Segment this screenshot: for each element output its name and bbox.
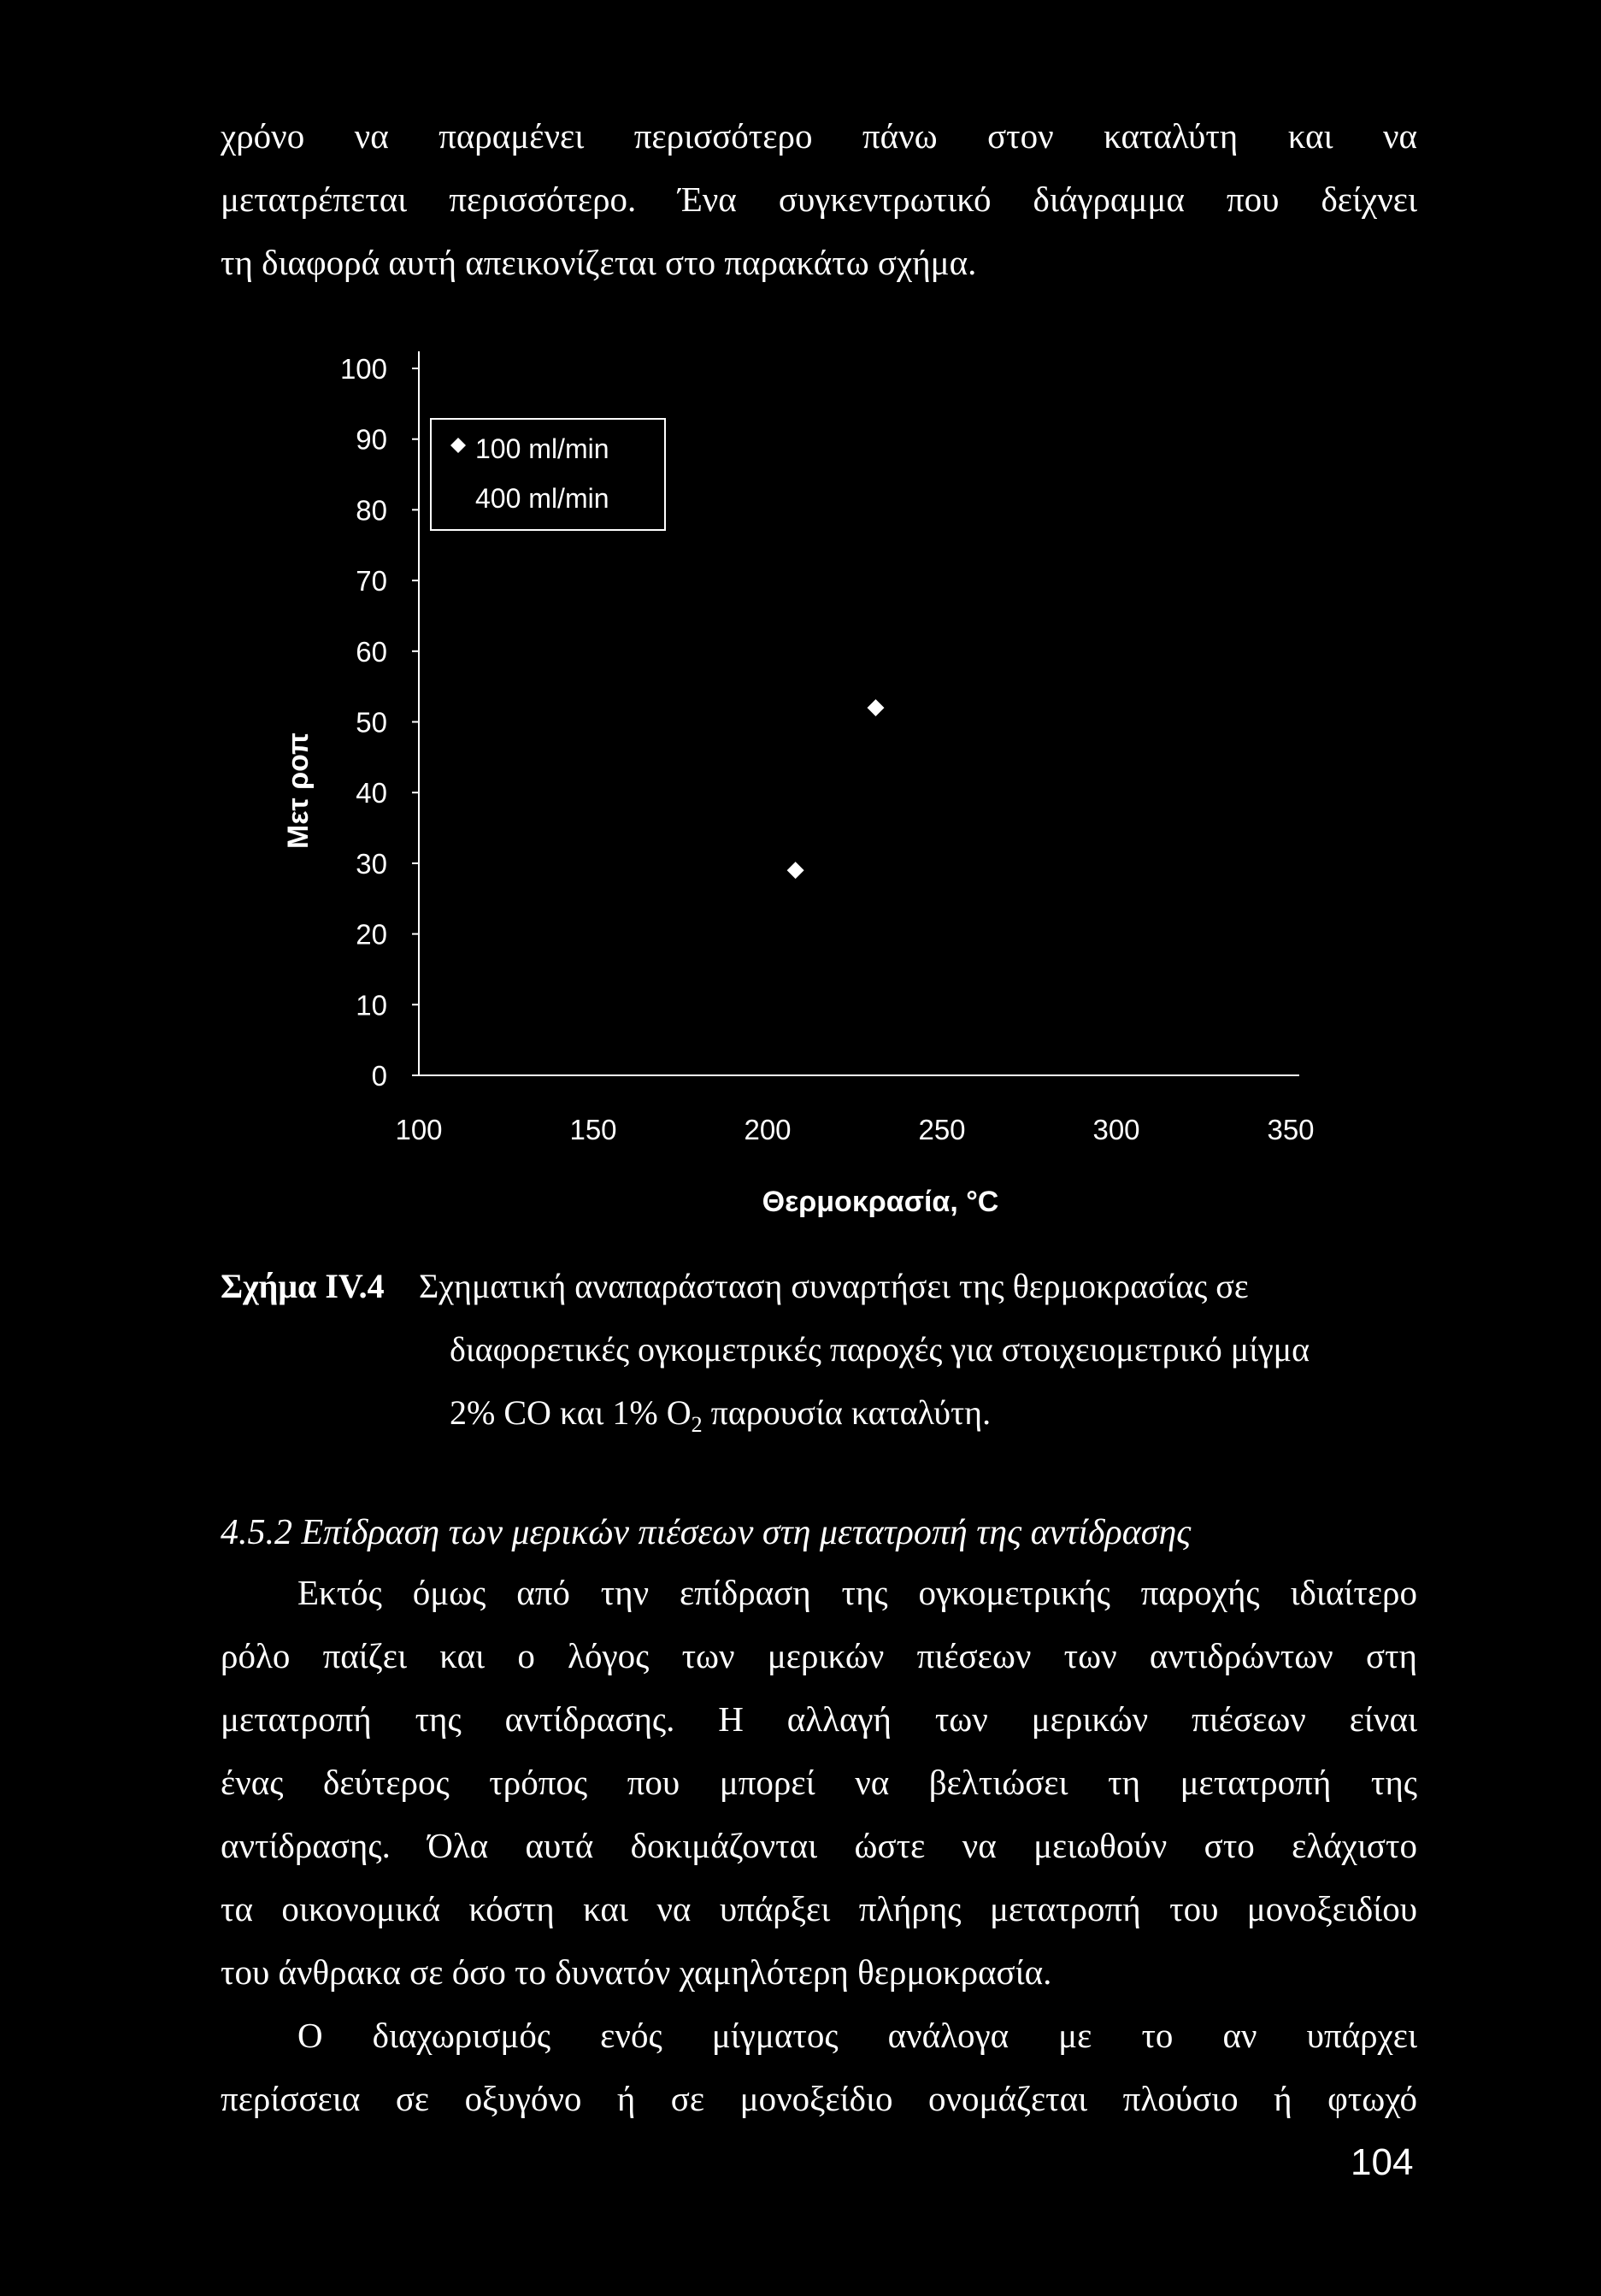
legend-entry-1: 100 ml/min bbox=[475, 433, 609, 464]
caption-line: Σχηματική αναπαράσταση συναρτήσει της θερμοκρασίας σε bbox=[419, 1267, 1249, 1305]
text-line: τα οικονομικά κόστη και να υπάρξει πλήρης μετατροπή του μονοξειδίου bbox=[221, 1889, 1417, 1928]
data-point-diamond bbox=[787, 862, 804, 879]
caption-line: διαφορετικές ογκομετρικές παροχές για στοιχειομετρικό μίγμα bbox=[450, 1330, 1310, 1369]
text-line: Ο διαχωρισμός ενός μίγματος ανάλογα με το αν υπάρχει bbox=[297, 2016, 1417, 2055]
y-tick-label: 80 bbox=[356, 494, 387, 527]
text-line: περίσσεια σε οξυγόνο ή σε μονοξείδιο ονομάζεται πλούσιο ή φτωχό bbox=[221, 2079, 1417, 2118]
x-tick-label: 200 bbox=[744, 1114, 792, 1145]
text-line: χρόνο να παραμένει περισσότερο πάνω στον καταλύτη και να bbox=[221, 116, 1417, 156]
y-tick-label: 30 bbox=[356, 847, 387, 880]
text-line: ρόλο παίζει και ο λόγος των μερικών πιέσεων των αντιδρώντων στη bbox=[221, 1636, 1417, 1675]
text-line: μετατροπή της αντίδρασης. Η αλλαγή των μερικών πιέσεων είναι bbox=[221, 1699, 1417, 1739]
x-axis-title: Θερμοκρασία, °C bbox=[762, 1186, 999, 1218]
data-point-diamond bbox=[867, 699, 884, 716]
x-tick-label: 350 bbox=[1267, 1114, 1315, 1145]
section-title: 4.5.2 Επίδραση των μερικών πιέσεων στη μετατροπή της αντίδρασης bbox=[221, 1513, 1192, 1552]
text-line: του άνθρακα σε όσο το δυνατόν χαμηλότερη θερμοκρασία. bbox=[221, 1952, 1052, 1992]
x-tick-label: 250 bbox=[918, 1114, 966, 1145]
body-paragraphs bbox=[221, 1561, 1417, 2130]
caption-label: Σχήμα IV.4 bbox=[221, 1267, 385, 1305]
y-tick-label: 60 bbox=[356, 635, 387, 668]
y-tick-label: 70 bbox=[356, 565, 387, 598]
text-line: αντίδρασης. Όλα αυτά δοκιμάζονται ώστε να μειωθούν στο ελάχιστο bbox=[221, 1826, 1417, 1865]
text-line: μετατρέπεται περισσότερο. Ένα συγκεντρωτικό διάγραμμα που δείχνει bbox=[221, 180, 1417, 219]
x-tick-label: 300 bbox=[1092, 1114, 1140, 1145]
legend-diamond-icon bbox=[450, 438, 466, 453]
x-tick-label: 100 bbox=[395, 1114, 443, 1145]
caption-text bbox=[221, 1255, 1310, 1457]
figure-caption bbox=[221, 1255, 1434, 1437]
x-tick-label: 150 bbox=[569, 1114, 617, 1145]
text-line: Εκτός όμως από την επίδραση της ογκομετρικής παροχής ιδιαίτερο bbox=[297, 1573, 1417, 1612]
caption-line: 2% CO και 1% $O_2$ παρουσία καταλύτη. bbox=[450, 1393, 992, 1437]
y-tick-label: 0 bbox=[371, 1060, 387, 1092]
y-tick-label: 40 bbox=[356, 777, 387, 809]
text-line: ένας δεύτερος τρόπος που μπορεί να βελτιώσει τη μετατροπή της bbox=[221, 1763, 1417, 1802]
y-tick-label: 100 bbox=[339, 353, 387, 385]
y-tick-label: 10 bbox=[356, 989, 387, 1021]
legend bbox=[431, 419, 665, 530]
text-line: τη διαφορά αυτή απεικονίζεται στο παρακάτω σχήμα. bbox=[221, 243, 977, 282]
y-tick-label: 20 bbox=[356, 918, 387, 951]
plot-area bbox=[787, 699, 885, 879]
y-axis bbox=[340, 351, 419, 1092]
x-axis bbox=[395, 1075, 1314, 1145]
y-axis-title: Μετ ροπ bbox=[282, 733, 315, 849]
legend-entry-2: 400 ml/min bbox=[475, 483, 609, 514]
y-tick-label: 50 bbox=[356, 706, 387, 739]
y-tick-label: 90 bbox=[356, 423, 387, 456]
page-number: 104 bbox=[1351, 2141, 1414, 2183]
